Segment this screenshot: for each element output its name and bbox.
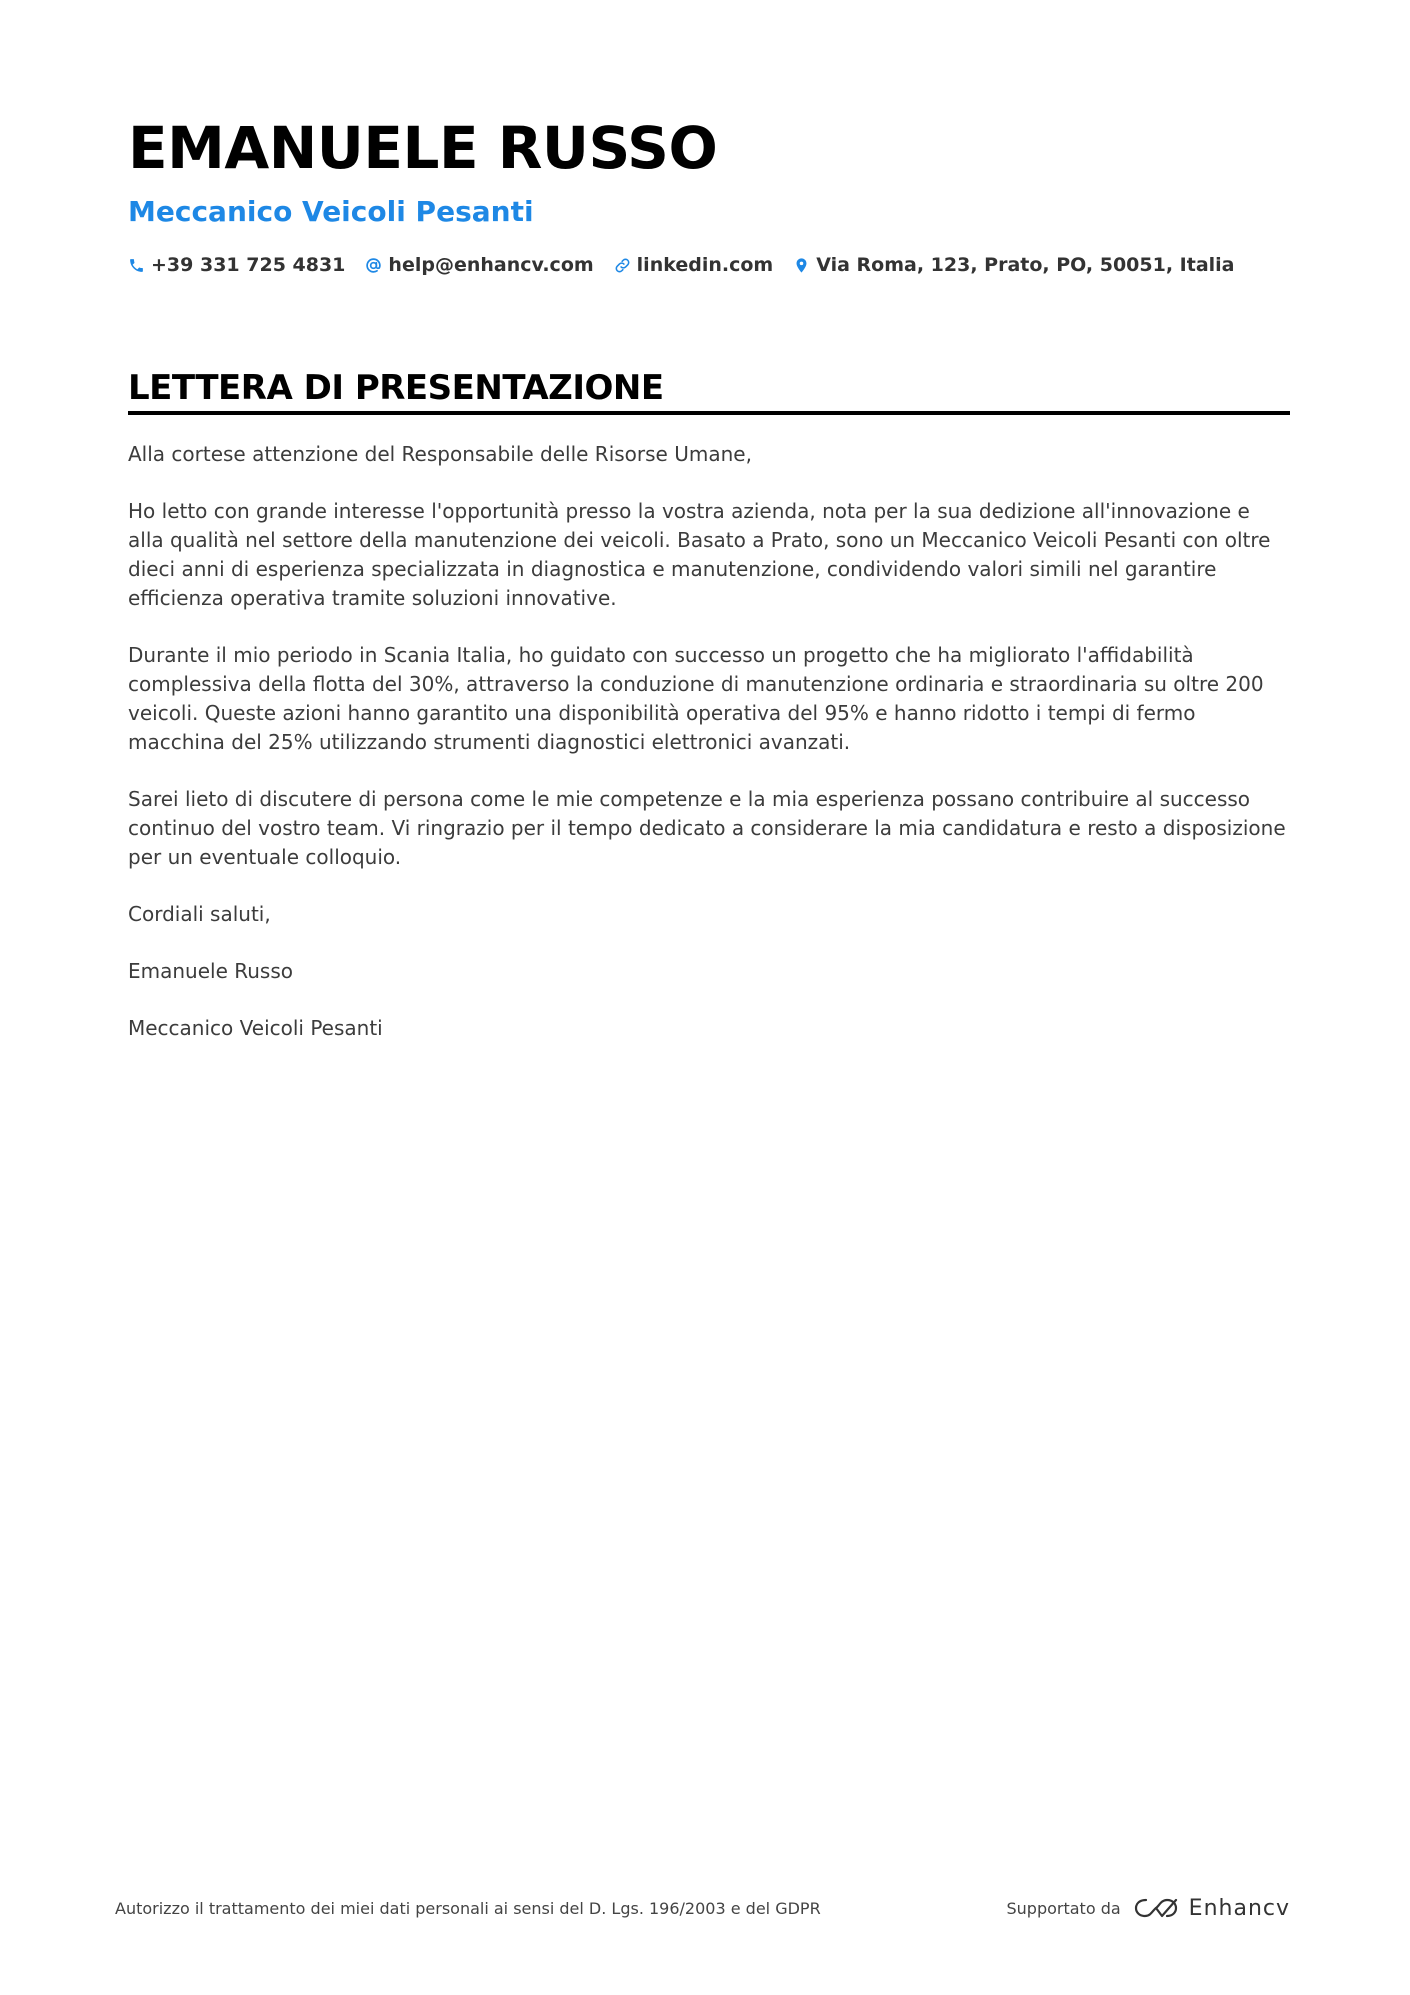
link-icon — [614, 257, 631, 274]
at-sign-icon — [365, 257, 382, 274]
supported-by-label: Supportato da — [1006, 1898, 1121, 1918]
letter-paragraph: Ho letto con grande interesse l'opportunità presso la vostra azienda, nota per la sua dedizione all'innovazione e alla qualità nel settore della manutenzione dei veicoli. Basato a Prato, sono un Meccanico Veicoli Pesanti con oltre dieci anni di esperienza specializzata in diagnostica e manutenzione, condividendo valori simili nel garantire efficienza operativa tramite soluzioni innovative. — [128, 499, 1271, 610]
candidate-name: EMANUELE RUSSO — [128, 114, 718, 182]
map-pin-icon — [793, 257, 810, 274]
job-title: Meccanico Veicoli Pesanti — [128, 195, 534, 228]
contact-linkedin — [614, 254, 774, 276]
brand-credit[interactable] — [1007, 1895, 1291, 1921]
section-divider — [128, 411, 1290, 415]
letter-paragraph: Sarei lieto di discutere di persona come le mie competenze e la mia esperienza possano contribuire al successo continuo del vostro team. Vi ringrazio per il tempo dedicato a considerare la mia candidatura e resto a disposizione per un eventuale colloquio. — [128, 787, 1286, 869]
letter-paragraph: Durante il mio periodo in Scania Italia, ho guidato con successo un progetto che ha migliorato l'affidabilità complessiva della flotta del 30%, attraverso la conduzione di manutenzione ordinaria e straordinaria su oltre 200 veicoli. Queste azioni hanno garantito una disponibilità operativa del 95% e hanno ridotto i tempi di fermo macchina del 25% utilizzando strumenti diagnostici elettronici avanzati. — [128, 643, 1264, 754]
privacy-consent: Autorizzo il trattamento dei miei dati personali ai sensi del D. Lgs. 196/2003 e del GDPR — [115, 1898, 821, 1918]
contact-bar — [128, 254, 1288, 276]
phone-number: +39 331 725 4831 — [151, 254, 346, 276]
phone-icon — [128, 257, 145, 274]
closing: Cordiali saluti, — [128, 902, 271, 926]
linkedin-link: linkedin.com — [636, 254, 774, 276]
salutation: Alla cortese attenzione del Responsabile delle Risorse Umane, — [128, 442, 752, 466]
contact-address — [793, 254, 1234, 276]
contact-email — [365, 254, 593, 276]
section-title: LETTERA DI PRESENTAZIONE — [128, 368, 664, 408]
header — [128, 108, 1288, 276]
enhancv-logo-icon — [1133, 1895, 1189, 1921]
letter-body — [128, 440, 1290, 1071]
brand-name: Enhancv — [1188, 1895, 1290, 1921]
address: Via Roma, 123, Prato, PO, 50051, Italia — [816, 254, 1235, 276]
footer — [115, 1888, 1290, 1928]
signature-title: Meccanico Veicoli Pesanti — [128, 1016, 383, 1040]
signature-name: Emanuele Russo — [128, 959, 293, 983]
contact-phone — [128, 254, 345, 276]
email-address: help@enhancv.com — [388, 254, 594, 276]
